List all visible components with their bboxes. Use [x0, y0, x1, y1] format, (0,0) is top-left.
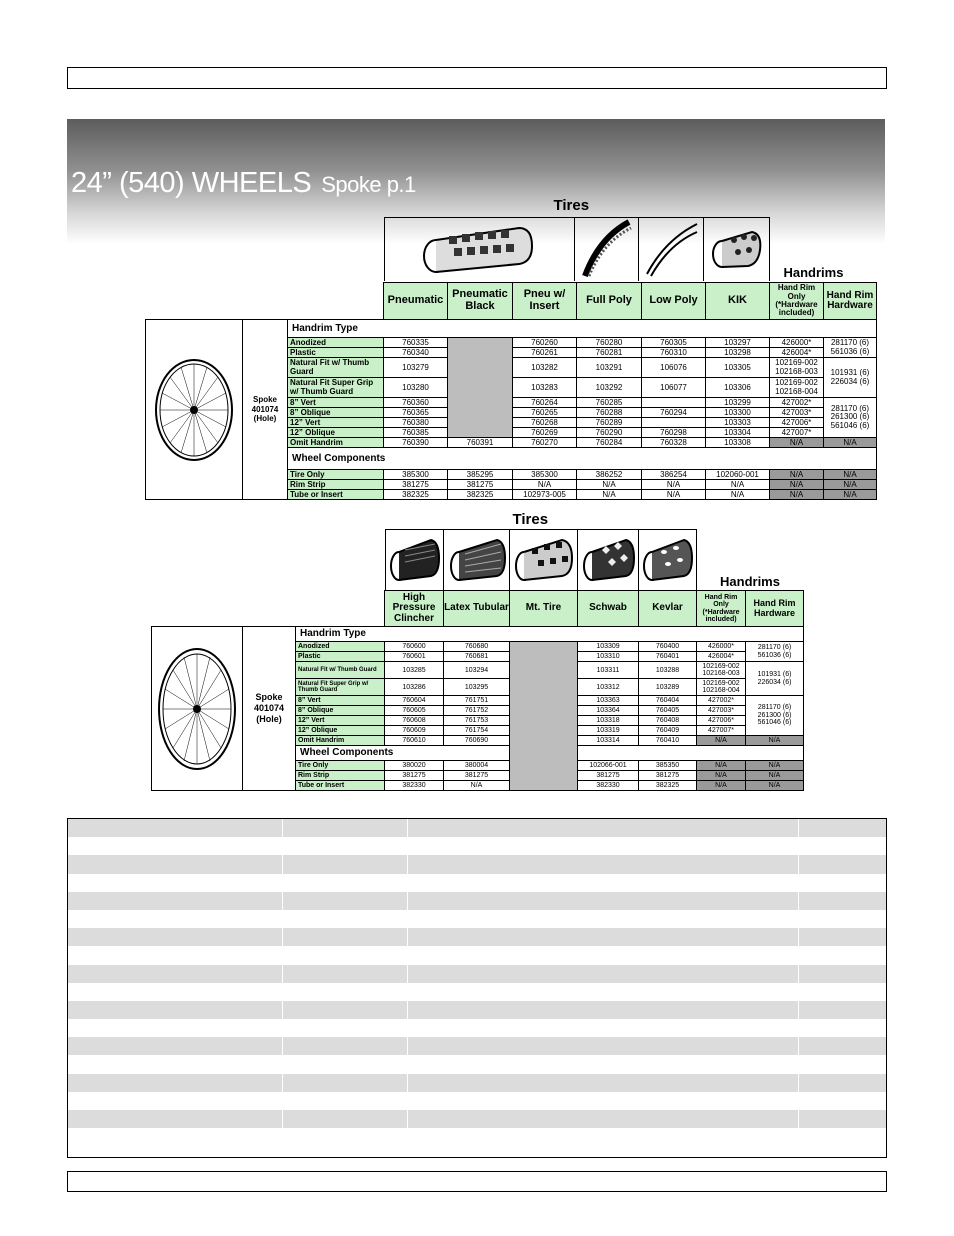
- table-cell: 382325: [384, 490, 448, 500]
- table-cell: 103298: [706, 348, 770, 358]
- col-high-pressure-clincher: High Pressure Clincher: [385, 591, 444, 627]
- table-cell: 760408: [639, 716, 697, 726]
- banner-title: [71, 167, 416, 200]
- table-cell: 381275: [384, 480, 448, 490]
- col-latex-tubular: Latex Tubular: [444, 591, 510, 627]
- table-cell: N/A: [824, 490, 877, 500]
- row-label: Tube or Insert: [288, 490, 384, 500]
- page-subtitle: Spoke p.1: [321, 172, 416, 197]
- table-cell: 102169-002 102168-003: [697, 662, 746, 679]
- wheel-components-heading: Wheel Components: [288, 448, 877, 470]
- table-cell: N/A: [824, 480, 877, 490]
- table-cell: 103311: [578, 662, 639, 679]
- table-row: [68, 928, 886, 946]
- row-label: Tire Only: [288, 470, 384, 480]
- table-cell: N/A: [697, 771, 746, 781]
- row-label: Plastic: [288, 348, 384, 358]
- table-cell: 760270: [513, 438, 577, 448]
- row-label: 12” Vert: [296, 716, 385, 726]
- table-cell: 385300: [513, 470, 577, 480]
- footer-box: [67, 1171, 887, 1192]
- table-cell: 103303: [706, 418, 770, 428]
- table-cell: 103280: [384, 378, 448, 398]
- mt-tire-image: [510, 530, 578, 590]
- row-label: 8” Oblique: [296, 706, 385, 716]
- table-cell: 381275: [578, 771, 639, 781]
- table-cell: 102066-001: [578, 761, 639, 771]
- table-cell: 427003*: [697, 706, 746, 716]
- table-cell: 760269: [513, 428, 577, 438]
- table-row: [68, 892, 886, 910]
- table-cell: 102973-005: [513, 490, 577, 500]
- hardware-cell: 281170 (6) 561036 (6): [824, 338, 877, 358]
- row-label: Tire Only: [296, 761, 385, 771]
- table-cell: 103285: [385, 662, 444, 679]
- col-mt-tire: Mt. Tire: [510, 591, 578, 627]
- table-cell: 426004*: [770, 348, 824, 358]
- table-cell: 760681: [444, 652, 510, 662]
- table-cell: 760335: [384, 338, 448, 348]
- table-cell: 760280: [577, 338, 642, 348]
- table-cell: 760390: [384, 438, 448, 448]
- low-poly-tire-image: [639, 218, 704, 281]
- col-schwab: Schwab: [578, 591, 639, 627]
- table-cell: 381275: [639, 771, 697, 781]
- table-cell: 426004*: [697, 652, 746, 662]
- table-cell: N/A: [642, 490, 706, 500]
- table-cell: 760328: [642, 438, 706, 448]
- table-cell: 381275: [385, 771, 444, 781]
- table-cell: 103304: [706, 428, 770, 438]
- spoke-label: Spoke 401074 (Hole): [243, 320, 288, 500]
- table-cell: 103308: [706, 438, 770, 448]
- row-label: Natural Fit w/ Thumb Guard: [288, 358, 384, 378]
- table-row: [68, 1001, 886, 1019]
- table-cell: 761753: [444, 716, 510, 726]
- table-cell: N/A: [697, 736, 746, 746]
- table-cell: 103318: [578, 716, 639, 726]
- table-cell: 103305: [706, 358, 770, 378]
- table-cell: 760289: [577, 418, 642, 428]
- table-cell: 760405: [639, 706, 697, 716]
- table-cell: 760400: [639, 642, 697, 652]
- table-cell: N/A: [706, 490, 770, 500]
- table-cell: 760268: [513, 418, 577, 428]
- table-cell: N/A: [746, 761, 804, 771]
- table-row: [68, 910, 886, 928]
- table-cell: 103309: [578, 642, 639, 652]
- header-box: [67, 67, 887, 89]
- table-cell: 760264: [513, 398, 577, 408]
- row-label: Natural Fit w/ Thumb Guard: [296, 662, 385, 679]
- col-pneumatic-black: Pneumatic Black: [448, 283, 513, 320]
- row-label: Tube or Insert: [296, 781, 385, 791]
- table-cell: 427006*: [770, 418, 824, 428]
- table-row: [68, 1092, 886, 1110]
- table-cell: 427007*: [770, 428, 824, 438]
- hardware-cell: 101931 (6) 226034 (6): [746, 662, 804, 696]
- table-cell: 760261: [513, 348, 577, 358]
- table-cell: 427007*: [697, 726, 746, 736]
- table-cell: 760380: [384, 418, 448, 428]
- row-label: Anodized: [296, 642, 385, 652]
- row-label: Anodized: [288, 338, 384, 348]
- table-cell: 760610: [385, 736, 444, 746]
- row-label: Natural Fit Super Grip w/ Thumb Guard: [288, 378, 384, 398]
- row-label: 8” Vert: [288, 398, 384, 408]
- table-cell: 427002*: [697, 696, 746, 706]
- col-hand-rim-only-2: Hand Rim Only (*Hardware included): [697, 591, 746, 627]
- table-cell: 427006*: [697, 716, 746, 726]
- table-row: [68, 819, 886, 837]
- spoke-label-2: Spoke 401074 (Hole): [243, 627, 296, 791]
- clincher-tire-image: [386, 530, 445, 590]
- table-cell: 386254: [642, 470, 706, 480]
- table-row: [68, 946, 886, 964]
- table-cell: N/A: [770, 438, 824, 448]
- table-cell: 103286: [385, 679, 444, 696]
- table-cell: 760608: [385, 716, 444, 726]
- table-row: [68, 1074, 886, 1092]
- row-label: 8” Vert: [296, 696, 385, 706]
- table-cell: 385350: [639, 761, 697, 771]
- table-cell: 102169-002 102168-004: [770, 378, 824, 398]
- table-row: [68, 1055, 886, 1073]
- table-cell: 760605: [385, 706, 444, 716]
- table-row: [68, 855, 886, 873]
- table-cell: 103364: [578, 706, 639, 716]
- wheel-table-1: [145, 197, 877, 500]
- row-label: Omit Handrim: [296, 736, 385, 746]
- row-label: Natural Fit Super Grip w/ Thumb Guard: [296, 679, 385, 696]
- kevlar-tire-image: [639, 530, 696, 590]
- col-hand-rim-hardware: Hand Rim Hardware: [824, 283, 877, 320]
- col-low-poly: Low Poly: [642, 283, 706, 320]
- table-cell: 102169-002 102168-004: [697, 679, 746, 696]
- table-cell: N/A: [770, 490, 824, 500]
- table-cell: N/A: [697, 761, 746, 771]
- table-cell: 106076: [642, 358, 706, 378]
- table-cell: 427003*: [770, 408, 824, 418]
- handrim-type-heading-2: Handrim Type: [296, 627, 804, 642]
- table-cell: N/A: [824, 438, 877, 448]
- table-cell: 102169-002 102168-003: [770, 358, 824, 378]
- page-title: 24” (540) WHEELS: [71, 167, 312, 199]
- table-cell: 760285: [577, 398, 642, 408]
- table-cell: N/A: [444, 781, 510, 791]
- table-cell: 760284: [577, 438, 642, 448]
- table-cell: 760409: [639, 726, 697, 736]
- table-cell: 103312: [578, 679, 639, 696]
- col-full-poly: Full Poly: [577, 283, 642, 320]
- table-cell: 426000*: [697, 642, 746, 652]
- table-cell: N/A: [746, 771, 804, 781]
- table-cell: N/A: [577, 480, 642, 490]
- table-cell: 103283: [513, 378, 577, 398]
- wheel-table-2: [151, 511, 804, 791]
- table-cell: N/A: [770, 470, 824, 480]
- table-cell: [448, 338, 513, 438]
- col-hand-rim-hardware-2: Hand Rim Hardware: [746, 591, 804, 627]
- table-cell: 760310: [642, 348, 706, 358]
- table-cell: 760265: [513, 408, 577, 418]
- handrims-heading-2: Handrims: [720, 574, 780, 589]
- table-cell: 103300: [706, 408, 770, 418]
- table-row: [68, 1128, 886, 1146]
- hardware-cell: 281170 (6) 561036 (6): [746, 642, 804, 662]
- table-cell: 760391: [448, 438, 513, 448]
- table-cell: 760260: [513, 338, 577, 348]
- hardware-cell: 281170 (6) 261300 (6) 561046 (6): [824, 398, 877, 438]
- hardware-cell: 281170 (6) 261300 (6) 561046 (6): [746, 696, 804, 736]
- table-cell: 102060-001: [706, 470, 770, 480]
- table-cell: N/A: [746, 781, 804, 791]
- handrim-type-heading: Handrim Type: [288, 320, 877, 338]
- table-cell: 103363: [578, 696, 639, 706]
- table-cell: 760288: [577, 408, 642, 418]
- table-cell: 760281: [577, 348, 642, 358]
- row-label: 12” Oblique: [288, 428, 384, 438]
- table-row: [68, 1110, 886, 1128]
- table-cell: 761751: [444, 696, 510, 706]
- table-cell: [510, 642, 578, 791]
- table-cell: 760365: [384, 408, 448, 418]
- table-cell: 103295: [444, 679, 510, 696]
- table-cell: 761754: [444, 726, 510, 736]
- table-cell: 380004: [444, 761, 510, 771]
- table-row: [68, 965, 886, 983]
- col-kik: KIK: [706, 283, 770, 320]
- table-cell: 426000*: [770, 338, 824, 348]
- row-label: Plastic: [296, 652, 385, 662]
- row-label: 8” Oblique: [288, 408, 384, 418]
- kik-tire-image: [704, 218, 768, 281]
- table-cell: 760410: [639, 736, 697, 746]
- table-cell: 103314: [578, 736, 639, 746]
- table-cell: 386252: [577, 470, 642, 480]
- table-cell: 381275: [444, 771, 510, 781]
- empty-parts-table: [67, 818, 887, 1158]
- table-cell: 103319: [578, 726, 639, 736]
- wheel-image: [146, 320, 243, 500]
- table-cell: N/A: [577, 490, 642, 500]
- table-cell: 382325: [448, 490, 513, 500]
- hardware-cell: 101931 (6) 226034 (6): [824, 358, 877, 398]
- col-pneu-insert: Pneu w/ Insert: [513, 283, 577, 320]
- table-cell: 103279: [384, 358, 448, 378]
- table-cell: 760305: [642, 338, 706, 348]
- table-cell: 760690: [444, 736, 510, 746]
- table-cell: 382330: [385, 781, 444, 791]
- table-cell: 103292: [577, 378, 642, 398]
- table-cell: 103306: [706, 378, 770, 398]
- table-cell: 380020: [385, 761, 444, 771]
- row-label: 12” Vert: [288, 418, 384, 428]
- row-label: 12” Oblique: [296, 726, 385, 736]
- table-cell: 760604: [385, 696, 444, 706]
- table-cell: 103310: [578, 652, 639, 662]
- table-cell: 103289: [639, 679, 697, 696]
- table-cell: 760600: [385, 642, 444, 652]
- tires-heading: Tires: [553, 197, 590, 214]
- wheel-components-heading-2: Wheel Components: [296, 746, 510, 761]
- table-cell: 760385: [384, 428, 448, 438]
- table-cell: 760609: [385, 726, 444, 736]
- table-cell: 761752: [444, 706, 510, 716]
- table-cell: 382325: [639, 781, 697, 791]
- col-hand-rim-only: Hand Rim Only (*Hardware included): [770, 283, 824, 320]
- table-row: [68, 837, 886, 855]
- table-cell: N/A: [642, 480, 706, 490]
- table-cell: 760298: [642, 428, 706, 438]
- table-cell: [642, 418, 706, 428]
- table-cell: 385295: [448, 470, 513, 480]
- wheel-image-2: [152, 627, 243, 791]
- tubular-tire-image: [444, 530, 510, 590]
- col-pneumatic: Pneumatic: [384, 283, 448, 320]
- handrims-heading: Handrims: [783, 265, 844, 280]
- table-cell: N/A: [697, 781, 746, 791]
- table-cell: 760404: [639, 696, 697, 706]
- table-cell: N/A: [706, 480, 770, 490]
- tires-heading-2: Tires: [512, 511, 549, 528]
- table-cell: 760401: [639, 652, 697, 662]
- col-kevlar: Kevlar: [639, 591, 697, 627]
- table-cell: 760360: [384, 398, 448, 408]
- table-cell: 760290: [577, 428, 642, 438]
- table-cell: 760680: [444, 642, 510, 652]
- table-cell: 103282: [513, 358, 577, 378]
- table-cell: 427002*: [770, 398, 824, 408]
- full-poly-tire-image: [575, 218, 639, 281]
- table-cell: N/A: [746, 736, 804, 746]
- pneumatic-tire-image: [385, 218, 576, 281]
- table-row: [68, 983, 886, 1001]
- table-cell: 760601: [385, 652, 444, 662]
- table-cell: 103297: [706, 338, 770, 348]
- table-cell: [642, 398, 706, 408]
- table-row: [68, 1019, 886, 1037]
- row-label: Rim Strip: [288, 480, 384, 490]
- table-cell: 106077: [642, 378, 706, 398]
- table-cell: N/A: [770, 480, 824, 490]
- table-cell: N/A: [513, 480, 577, 490]
- table-row: [68, 874, 886, 892]
- table-cell: 103291: [577, 358, 642, 378]
- row-label: Omit Handrim: [288, 438, 384, 448]
- table-cell: 103299: [706, 398, 770, 408]
- table-row: [68, 1037, 886, 1055]
- table-cell: 385300: [384, 470, 448, 480]
- table-cell: N/A: [824, 470, 877, 480]
- row-label: Rim Strip: [296, 771, 385, 781]
- schwab-tire-image: [578, 530, 639, 590]
- table-cell: 760340: [384, 348, 448, 358]
- table-cell: 381275: [448, 480, 513, 490]
- table-cell: 103288: [639, 662, 697, 679]
- table-cell: 760294: [642, 408, 706, 418]
- table-cell: 382330: [578, 781, 639, 791]
- table-cell: 103294: [444, 662, 510, 679]
